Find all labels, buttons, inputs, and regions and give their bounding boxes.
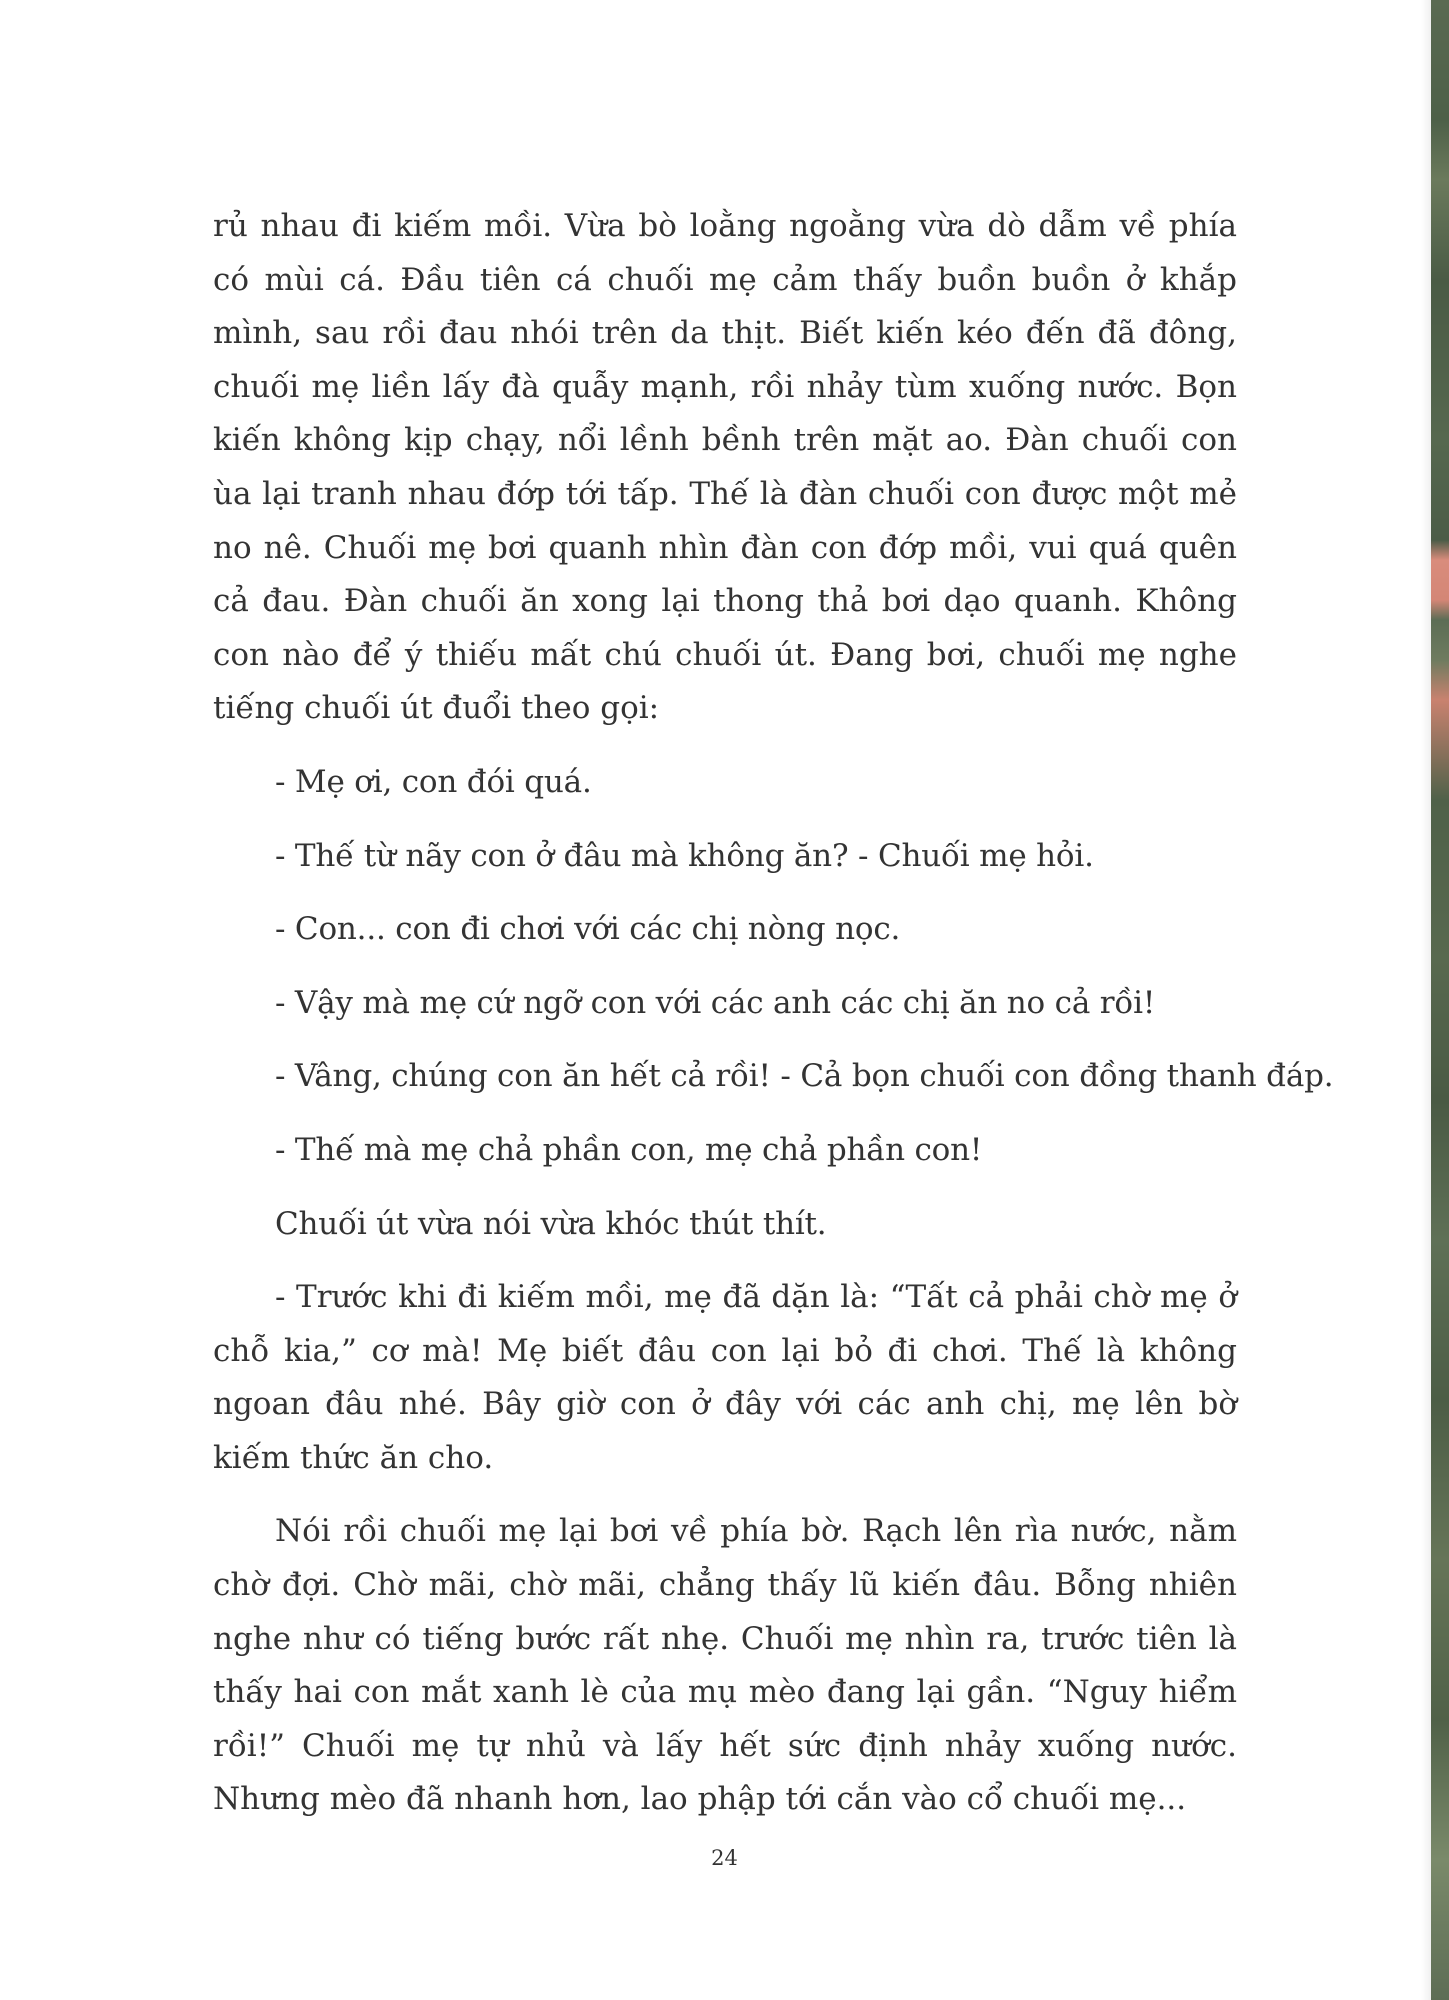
- story-text: [213, 200, 1334, 1827]
- dialog-line-1: - Mẹ ơi, con đói quá.: [275, 763, 592, 800]
- illustration-edge-strip: [1431, 0, 1449, 2000]
- dialog-line-4: - Vậy mà mẹ cứ ngỡ con với các anh các chị ăn no cả rồi!: [275, 984, 1156, 1021]
- page-number: 24: [711, 1846, 738, 1870]
- paragraph-2: - Trước khi đi kiếm mồi, mẹ đã dặn là: “Tất cả phải chờ mẹ ở chỗ kia,” cơ mà! Mẹ biết đâu con lại bỏ đi chơi. Thế là không ngoan đâu nhé. Bây giờ con ở đây với các anh chị, mẹ lên bờ kiếm thức ăn cho.: [213, 1279, 1237, 1476]
- dialog-line-2: - Thế từ nãy con ở đâu mà không ăn? - Chuối mẹ hỏi.: [275, 837, 1094, 874]
- dialog-line-5: - Vâng, chúng con ăn hết cả rồi! - Cả bọn chuối con đồng thanh đáp.: [275, 1058, 1334, 1095]
- dialog-line-6: - Thế mà mẹ chả phần con, mẹ chả phần con!: [275, 1131, 983, 1168]
- paragraph-3: Nói rồi chuối mẹ lại bơi về phía bờ. Rạch lên rìa nước, nằm chờ đợi. Chờ mãi, chờ mãi, chẳng thấy lũ kiến đâu. Bỗng nhiên nghe như có tiếng bước rất nhẹ. Chuối mẹ nhìn ra, trước tiên là thấy hai con mắt xanh lè của mụ mèo đang lại gần. “Nguy hiểm rồi!” Chuối mẹ tự nhủ và lấy hết sức định nhảy xuống nước. Nhưng mèo đã nhanh hơn, lao phập tới cắn vào cổ chuối mẹ...: [213, 1513, 1237, 1818]
- paragraph-1: rủ nhau đi kiếm mồi. Vừa bò loằng ngoằng vừa dò dẫm về phía có mùi cá. Đầu tiên cá chuối mẹ cảm thấy buồn buồn ở khắp mình, sau rồi đau nhói trên da thịt. Biết kiến kéo đến đã đông, chuối mẹ liền lấy đà quẫy mạnh, rồi nhảy tùm xuống nước. Bọn kiến không kịp chạy, nổi lềnh bềnh trên mặt ao. Đàn chuối con ùa lại tranh nhau đớp tới tấp. Thế là đàn chuối con được một mẻ no nê. Chuối mẹ bơi quanh nhìn đàn con đớp mồi, vui quá quên cả đau. Đàn chuối ăn xong lại thong thả bơi dạo quanh. Không con nào để ý thiếu mất chú chuối út. Đang bơi, chuối mẹ nghe tiếng chuối út đuổi theo gọi:: [213, 208, 1237, 727]
- narration-line: Chuối út vừa nói vừa khóc thút thít.: [275, 1205, 827, 1242]
- dialog-line-3: - Con... con đi chơi với các chị nòng nọc.: [275, 911, 901, 948]
- page-edge-shadow: [1421, 0, 1431, 2000]
